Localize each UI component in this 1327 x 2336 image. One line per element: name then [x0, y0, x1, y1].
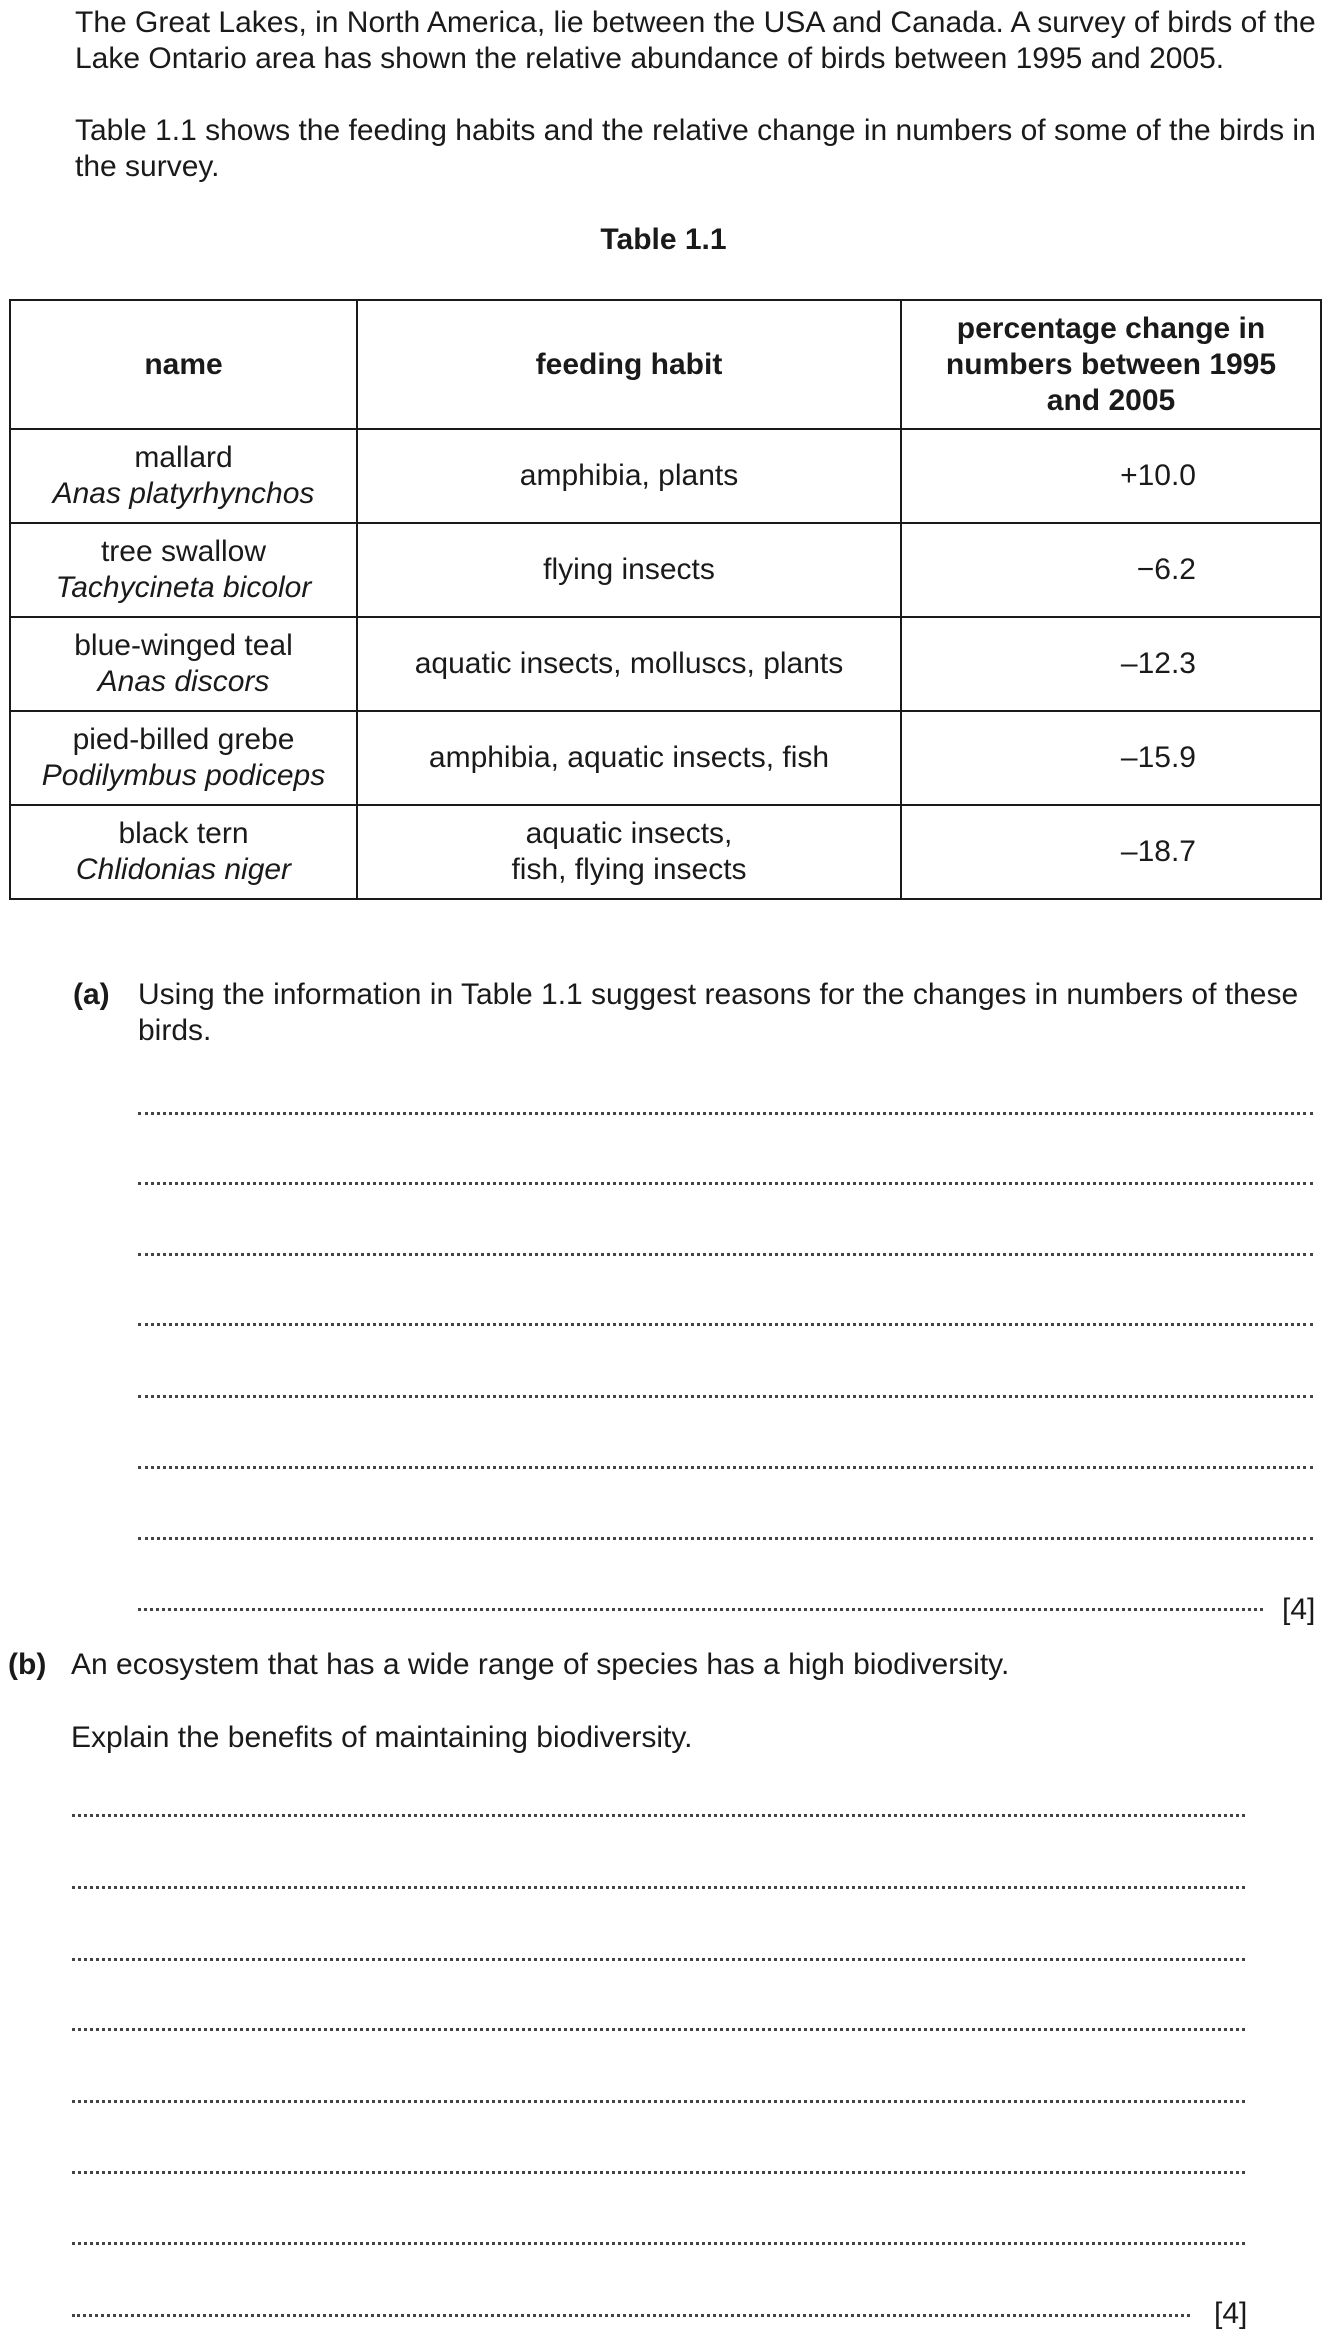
change-value: –18.7	[1120, 835, 1196, 868]
table-header-row	[10, 300, 1321, 429]
bird-name-cell	[10, 711, 357, 805]
answer-line[interactable]	[138, 1112, 1313, 1115]
bird-name-cell	[10, 523, 357, 617]
feeding-habit-text: aquatic insects, fish, flying insects	[511, 817, 747, 886]
change-value: +10.0	[1120, 459, 1196, 492]
latin-name: Tachycineta bicolor	[55, 571, 312, 604]
question-b-text: An ecosystem that has a wide range of species has a high biodiversity.	[71, 1648, 1010, 1681]
answer-line[interactable]	[72, 1814, 1245, 1817]
table-row	[10, 711, 1321, 805]
bird-name-cell	[10, 805, 357, 899]
table-row	[10, 617, 1321, 711]
header-feeding-habit: feeding habit	[357, 300, 901, 429]
question-a-label: (a)	[73, 978, 110, 1011]
change-value: –12.3	[1120, 647, 1196, 680]
answer-line[interactable]	[72, 2171, 1245, 2174]
answer-line[interactable]	[138, 1466, 1313, 1469]
question-b-subtext: Explain the benefits of maintaining biodiversity.	[71, 1721, 693, 1754]
latin-name: Podilymbus podiceps	[41, 759, 326, 792]
latin-name: Anas discors	[97, 665, 270, 698]
answer-line[interactable]	[72, 2100, 1245, 2103]
answer-line[interactable]	[138, 1608, 1263, 1611]
latin-name: Chlidonias niger	[75, 853, 292, 886]
table-row	[10, 523, 1321, 617]
answer-line[interactable]	[138, 1253, 1313, 1256]
feeding-habit-cell: amphibia, plants	[357, 429, 901, 523]
question-a-marks: [4]	[1282, 1593, 1316, 1626]
table-row	[10, 805, 1321, 899]
bird-name-cell	[10, 429, 357, 523]
question-b-label: (b)	[8, 1648, 47, 1681]
intro-paragraph-1: The Great Lakes, in North America, lie between the USA and Canada. A survey of birds of the Lake Ontario area has shown the relative abundance of birds between 1995 and 2005.	[75, 6, 1316, 75]
change-value: –15.9	[1120, 741, 1196, 774]
header-percentage-change-text: percentage change in numbers between 1995 and 2005	[945, 311, 1277, 417]
answer-line[interactable]	[138, 1323, 1313, 1326]
answer-line[interactable]	[138, 1182, 1313, 1185]
answer-line[interactable]	[72, 2028, 1245, 2031]
common-name: tree swallow	[100, 535, 267, 568]
feeding-habit-cell: amphibia, aquatic insects, fish	[357, 711, 901, 805]
table-title: Table 1.1	[600, 223, 727, 256]
answer-line[interactable]	[138, 1395, 1313, 1398]
change-cell	[901, 429, 1321, 523]
bird-name-cell	[10, 617, 357, 711]
bird-survey-table	[9, 299, 1322, 900]
header-percentage-change	[901, 300, 1321, 429]
feeding-habit-cell	[357, 805, 901, 899]
answer-line[interactable]	[72, 1958, 1245, 1961]
answer-line[interactable]	[138, 1537, 1313, 1540]
common-name: black tern	[118, 817, 249, 850]
change-cell	[901, 617, 1321, 711]
change-cell	[901, 711, 1321, 805]
answer-line[interactable]	[72, 2242, 1245, 2245]
question-b-marks: [4]	[1214, 2297, 1248, 2330]
table-row	[10, 429, 1321, 523]
common-name: pied-billed grebe	[72, 723, 295, 756]
feeding-habit-cell: aquatic insects, molluscs, plants	[357, 617, 901, 711]
header-name: name	[10, 300, 357, 429]
answer-line[interactable]	[72, 1886, 1245, 1889]
answer-line[interactable]	[72, 2314, 1190, 2317]
common-name: mallard	[134, 441, 233, 474]
feeding-habit-cell: flying insects	[357, 523, 901, 617]
change-cell	[901, 805, 1321, 899]
latin-name: Anas platyrhynchos	[52, 477, 315, 510]
common-name: blue-winged teal	[74, 629, 293, 662]
question-a-text: Using the information in Table 1.1 suggest reasons for the changes in numbers of these birds.	[138, 978, 1299, 1047]
intro-paragraph-2: Table 1.1 shows the feeding habits and the relative change in numbers of some of the birds in the survey.	[75, 114, 1316, 183]
change-cell	[901, 523, 1321, 617]
change-value: −6.2	[1136, 553, 1196, 586]
